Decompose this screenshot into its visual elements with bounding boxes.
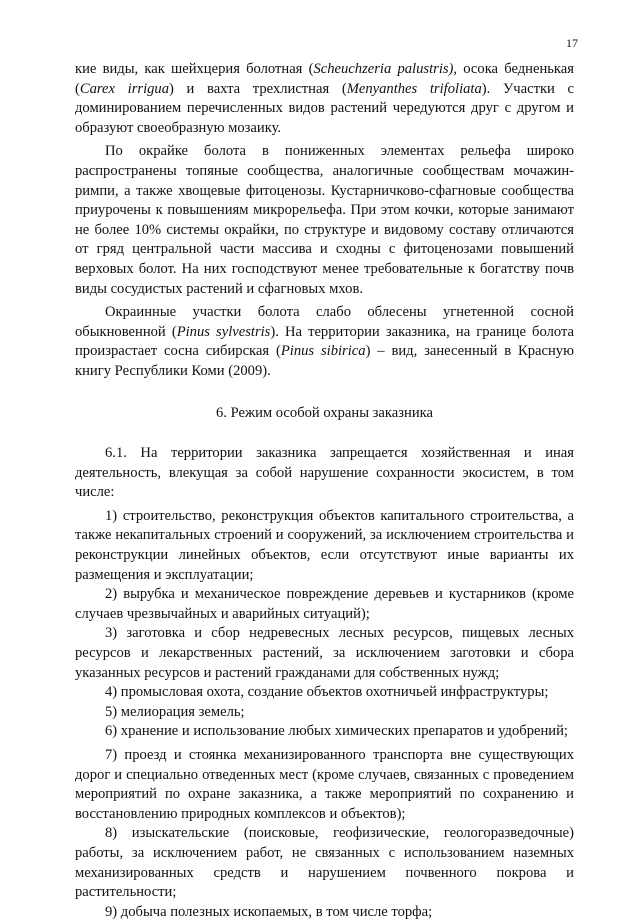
list-item: 5) мелиорация земель; xyxy=(105,703,245,720)
paragraph-forest: Окраинные участки болота слабо облесены угнетенной сосной обыкновенной (Pinus sylvestris). На территории заказника, на границе болота произрастает сосна сибирская (Pinus sibirica) – вид, занесенный в Красную книгу Республики Коми (2009). xyxy=(75,304,575,379)
list-item: 8) изыскательские (поисковые, геофизические, геологоразведочные) работы, за исключением работ, не связанных с использованием наземных механизированных средств и нарушением почвенного покрова и растительности; xyxy=(75,825,574,901)
paragraph-margin: По окрайке болота в пониженных элементах рельефа широко распространены топяные сообщества, аналогичные сообществам мочажин-римпи, а также хвощевые фитоценозы. Кустарничково-сфагновые сообщества приурочены к повышениям микрорельефа. При этом кочки, которые занимают не более 10% системы окрайки, по структуре и видовому составу отличаются от гряд центральной части массива и сходны с фитоценозами повышений верховых болот. На них господствуют менее требовательные к богатству почв виды сосудистых растений и сфагновых мхов. xyxy=(75,143,574,297)
paragraph-intro: 6.1. На территории заказника запрещается хозяйственная и иная деятельность, влекущая за собой нарушение сохранности экосистем, в том числе: xyxy=(75,445,574,501)
list-item: 9) добыча полезных ископаемых, в том числе торфа; xyxy=(105,903,433,920)
list-item: 1) строительство, реконструкция объектов капитального строительства, а также некапитальных строений и сооружений, за исключением строительства и реконструкции линейных объектов, если отсутствуют иные варианты их размещения и эксплуатации; xyxy=(75,507,574,583)
page-body xyxy=(75,60,574,922)
list-item: 6) хранение и использование любых химических препаратов и удобрений; xyxy=(105,723,568,740)
page-number: 17 xyxy=(566,36,578,50)
paragraph-species: кие виды, как шейхцерия болотная (Scheuchzeria palustris), осока бедненькая (Carex irrigua) и вахта трехлистная (Menyanthes trifoliata). Участки с доминированием перечисленных видов растений чередуются друг с другом и образуют своеобразную мозаику. xyxy=(75,61,574,136)
list-item: 7) проезд и стоянка механизированного транспорта вне существующих дорог и специально отведенных мест (кроме случаев, связанных с проведением мероприятий по охране заказника, а также мероприятий по сохранению и восстановлению природных комплексов и объектов); xyxy=(75,747,574,822)
list-item: 4) промысловая охота, создание объектов охотничьей инфраструктуры; xyxy=(105,684,549,701)
list-item: 3) заготовка и сбор недревесных лесных ресурсов, пищевых лесных ресурсов и лекарственных растений, за исключением заготовки и сбора указанных ресурсов и растений гражданами для собственных нужд; xyxy=(75,625,574,681)
list-item: 2) вырубка и механическое повреждение деревьев и кустарников (кроме случаев чрезвычайных и аварийных ситуаций); xyxy=(75,586,574,622)
section-heading: 6. Режим особой охраны заказника xyxy=(216,404,433,421)
